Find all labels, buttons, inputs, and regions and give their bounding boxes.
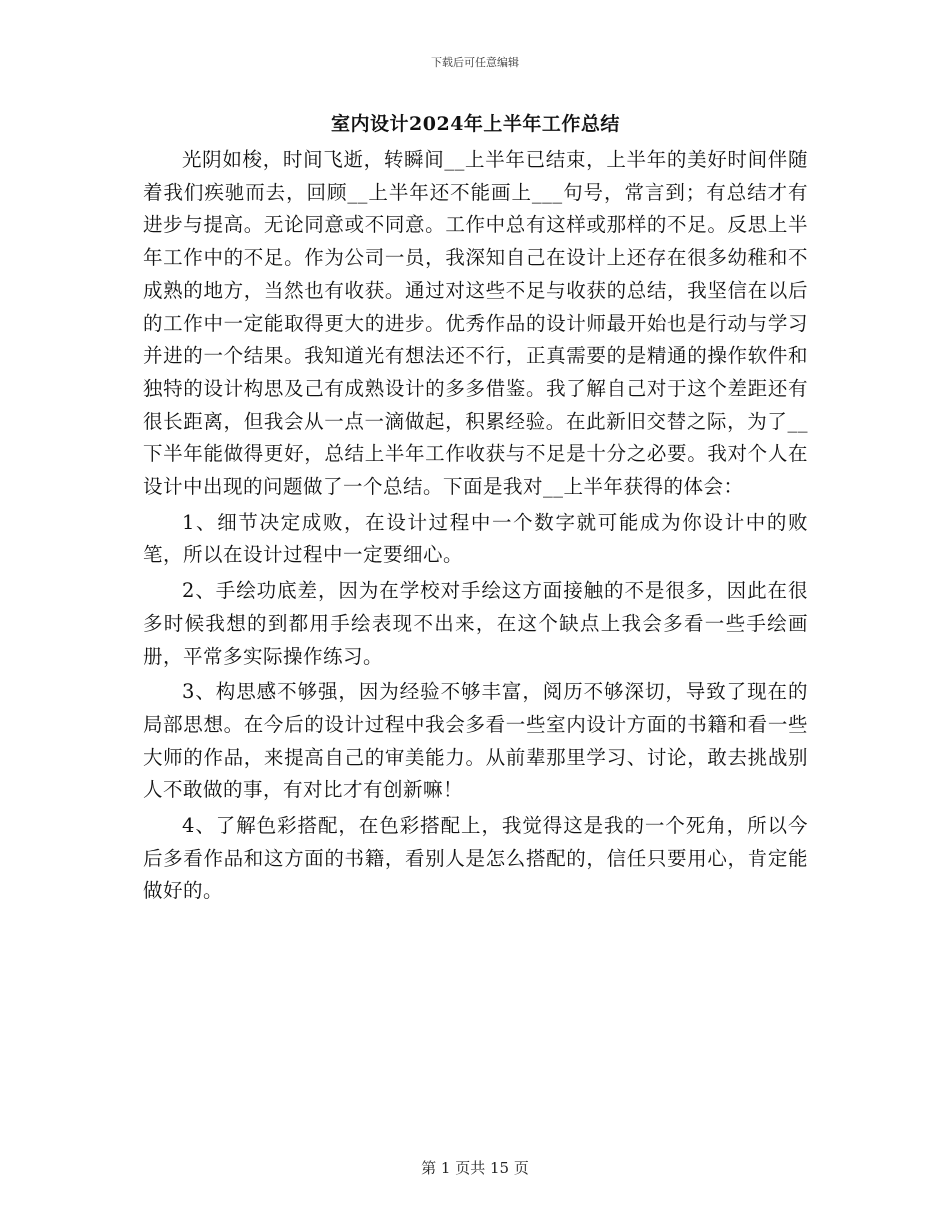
page-number: 第 1 页共 15 页 (421, 1159, 529, 1177)
paragraph-point-1: 1、细节决定成败，在设计过程中一个数字就可能成为你设计中的败笔，所以在设计过程中一定要细心。 (143, 510, 808, 567)
page-header-note: 下载后可任意编辑 (431, 56, 519, 69)
paragraph-point-2: 2、手绘功底差，因为在学校对手绘这方面接触的不是很多，因此在很多时候我想的到都用手绘表现不出来，在这个缺点上我会多看一些手绘画册，平常多实际操作练习。 (143, 579, 808, 668)
document-title: 室内设计2024年上半年工作总结 (331, 113, 620, 135)
document-body (143, 110, 808, 911)
paragraph-point-3: 3、构思感不够强，因为经验不够丰富，阅历不够深切，导致了现在的局部思想。在今后的设计过程中我会多看一些室内设计方面的书籍和看一些大师的作品，来提高自己的审美能力。从前辈那里学习、讨论，敢去挑战别人不敢做的事，有对比才有创新嘛！ (143, 680, 808, 802)
paragraph-point-4: 4、了解色彩搭配，在色彩搭配上，我觉得这是我的一个死角，所以今后多看作品和这方面的书籍，看别人是怎么搭配的，信任只要用心，肯定能做好的。 (143, 814, 808, 903)
paragraph-intro: 光阴如梭，时间飞逝，转瞬间__上半年已结束，上半年的美好时间伴随着我们疾驰而去，回顾__上半年还不能画上___句号，常言到；有总结才有进步与提高。无论同意或不同意。工作中总有这样或那样的不足。反思上半年工作中的不足。作为公司一员，我深知自己在设计上还存在很多幼稚和不成熟的地方，当然也有收获。通过对这些不足与收获的总结，我坚信在以后的工作中一定能取得更大的进步。优秀作品的设计师最开始也是行动与学习并进的一个结果。我知道光有想法还不行，正真需要的是精通的操作软件和独特的设计构思及己有成熟设计的多多借鉴。我了解自己对于这个差距还有很长距离，但我会从一点一滴做起，积累经验。在此新旧交替之际，为了__下半年能做得更好，总结上半年工作收获与不足是十分之必要。我对个人在设计中出现的问题做了一个总结。下面是我对__上半年获得的体会： (143, 148, 808, 499)
